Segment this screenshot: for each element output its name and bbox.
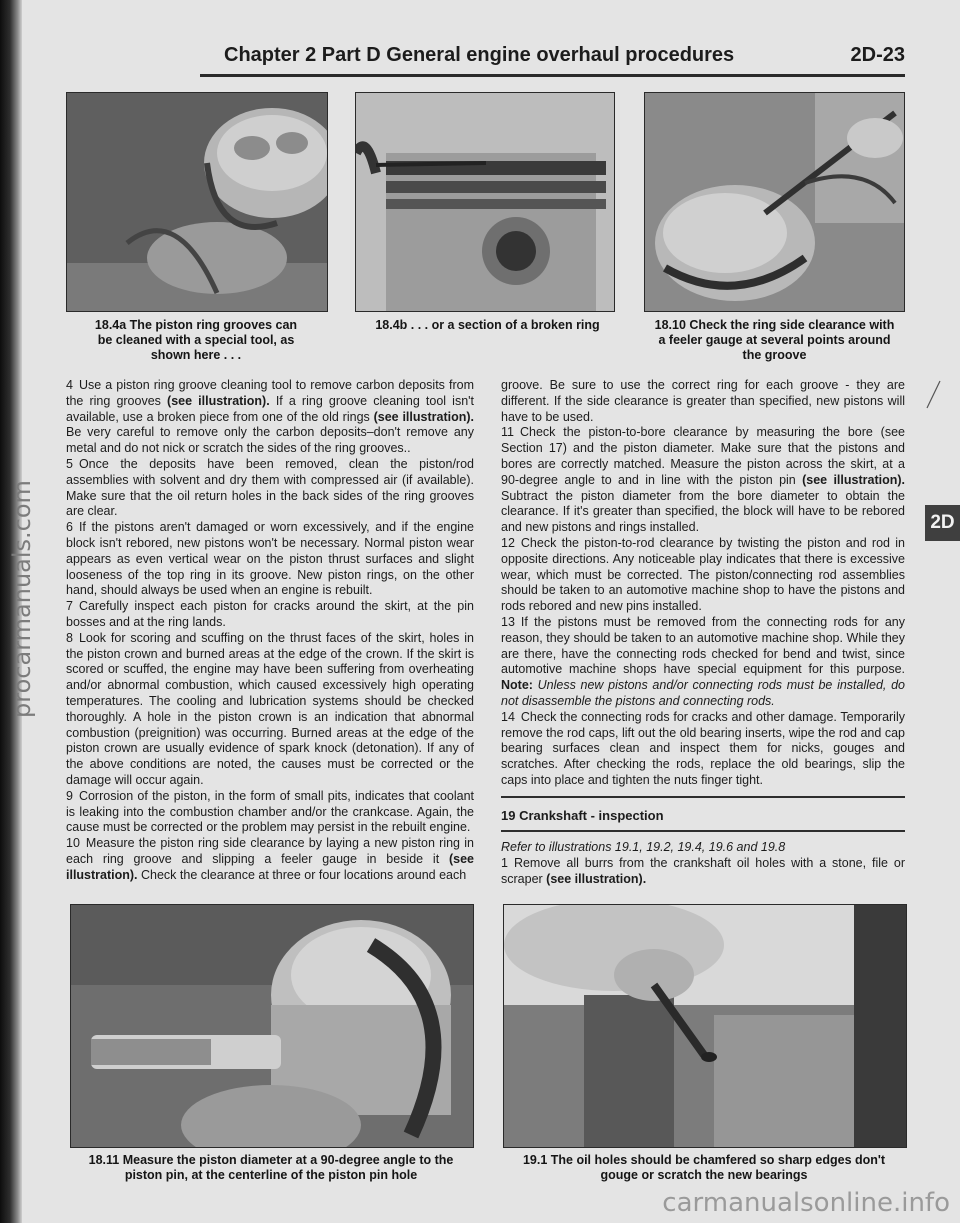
paragraph-12: 12 Check the piston-to-rod clearance by twisting the piston and rod in opposite directions. Any noticeable play indicates that there is excessive wear, which must be corrected. The piston/connecting rod assemblies should be taken to an automotive machine shop to have the pistons and rods rebored and new pins installed.	[501, 535, 905, 614]
paragraph-10: 10 Measure the piston ring side clearance by laying a new piston ring in each ring groove and slipping a feeler gauge in beside it (see illustration). Check the clearance at three or four locations around each	[66, 836, 474, 882]
photo-micrometer	[70, 904, 474, 1148]
bottom-watermark: carmanualsonline.info	[662, 1188, 950, 1218]
section-19-text	[501, 840, 905, 887]
page-header	[200, 44, 905, 74]
photo-broken-ring	[355, 92, 615, 312]
paragraph-14: 14 Check the connecting rods for cracks and other damage. Temporarily remove the rod caps, lift out the old bearing inserts, wipe the rod and cap bearing surfaces clean and inspect them for nicks, gouges and scratches. After checking the rods, replace the old bearings, slip the caps into place and tighten the nuts finger tight.	[501, 709, 905, 787]
caption-18-4a: 18.4a The piston ring grooves can be cleaned with a special tool, as shown here . . .	[94, 318, 298, 362]
caption-18-10: 18.10 Check the ring side clearance with a feeler gauge at several points around the groove	[654, 318, 895, 362]
paragraph-7: 7 Carefully inspect each piston for cracks around the skirt, at the pin bosses and at the ring lands.	[66, 599, 474, 629]
header-rule	[200, 74, 905, 77]
section-heading: 19 Crankshaft - inspection	[501, 808, 664, 823]
paragraph-4: 4 Use a piston ring groove cleaning tool to remove carbon deposits from the ring grooves (see illustration). If a ring groove cleaning tool isn't available, use a broken piece from one of the old rings (see illustration). Be very careful to remove only the carbon deposits–don't remove any metal and do not nick or scratch the sides of the ring grooves..	[66, 378, 475, 456]
photo-oil-hole-chamfer	[503, 904, 907, 1148]
paragraph-continuation: groove. Be sure to use the correct ring for each groove - they are different. If the side clearance is greater than specified, new pistons will have to be used.	[501, 378, 905, 424]
right-column	[501, 378, 905, 789]
paragraph-19-1: 1 Remove all burrs from the crankshaft oil holes with a stone, file or scraper (see illustration).	[501, 855, 905, 886]
caption-18-4b: 18.4b . . . or a section of a broken ring	[375, 318, 600, 332]
left-column	[66, 378, 474, 884]
paragraph-5: 5 Once the deposits have been removed, clean the piston/rod assemblies with solvent and dry them with compressed air (if available). Make sure that the oil return holes in the back sides of the ring grooves are clear.	[66, 456, 474, 519]
caption-18-11: 18.11 Measure the piston diameter at a 90-degree angle to the piston pin, at the centerline of the piston pin hole	[88, 1153, 454, 1182]
photo-ring-groove-tool	[66, 92, 328, 312]
page-number: 2D-23	[850, 44, 905, 66]
margin-mark	[925, 380, 941, 410]
caption-19-1: 19.1 The oil holes should be chamfered so sharp edges don't gouge or scratch the new bearings	[522, 1153, 886, 1182]
paragraph-6: 6 If the pistons aren't damaged or worn excessively, and if the engine block isn't rebored, new pistons won't be necessary. Normal piston wear appears as even vertical wear on the piston thrust surfaces and slight looseness of the top ring in its groove. New piston rings, on the other hand, should always be used when an engine is rebuilt.	[66, 520, 474, 598]
section-rule-top	[501, 796, 905, 798]
section-tab: 2D	[925, 505, 960, 541]
paragraph-13: 13 If the pistons must be removed from the connecting rods for any reason, they should be taken to an automotive machine shop. While they are there, have the connecting rods checked for bend and twist, since automotive machine shops have special equipment for this purpose. Note: Unless new pistons and/or connecting rods must be installed, do not disassemble the pistons and connecting rods.	[501, 614, 905, 708]
photo-feeler-gauge	[644, 92, 905, 312]
refer-line: Refer to illustrations 19.1, 19.2, 19.4, 19.6 and 19.8	[501, 840, 786, 854]
side-watermark: procarmanuals.com	[8, 480, 36, 718]
paragraph-8: 8 Look for scoring and scuffing on the thrust faces of the skirt, holes in the piston crown and burned areas at the edge of the crown. If the skirt is scored or scuffed, the engine may have been suffering from overheating and/or abnormal combustion, which caused excessively high operating temperatures. The cooling and lubrication systems should be checked thoroughly. A hole in the piston crown is an indication that abnormal combustion (preignition) was occurring. Burned areas at the edge of the piston crown are usually evidence of spark knock (detonation). If any of the above conditions are noted, the causes must be corrected or the damage will occur again.	[66, 630, 474, 787]
paragraph-11: 11 Check the piston-to-bore clearance by measuring the bore (see Section 17) and the piston diameter. Make sure that the pistons and bores are correctly matched. Measure the piston across the skirt, at a 90-degree angle to and in line with the piston pin (see illustration). Subtract the piston diameter from the bore diameter to obtain the clearance. If it's greater than specified, the block will have to be rebored and new pistons and rings installed.	[501, 425, 905, 535]
paragraph-9: 9 Corrosion of the piston, in the form of small pits, indicates that coolant is leaking into the combustion chamber and/or the crankcase. Again, the cause must be corrected or the problem may persist in the rebuilt engine.	[66, 788, 474, 835]
section-rule-bottom	[501, 830, 905, 832]
chapter-title: Chapter 2 Part D General engine overhaul procedures	[224, 44, 735, 66]
